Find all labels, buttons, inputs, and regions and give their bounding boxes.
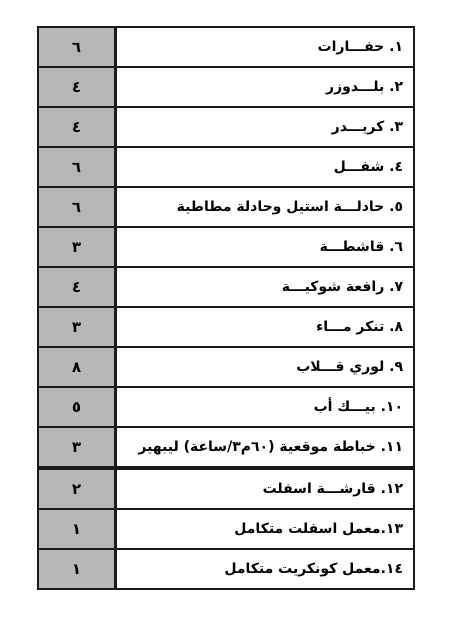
equipment-name-cell: ٤. شفـــل bbox=[333, 159, 403, 175]
equipment-name-cell: ١٢. قارشـــة اسفلت bbox=[262, 481, 403, 497]
table-row bbox=[39, 228, 413, 268]
quantity-cell: ١ bbox=[39, 550, 117, 588]
equipment-name-cell: ١. حفـــارات bbox=[317, 39, 403, 55]
quantity-cell: ٤ bbox=[39, 108, 117, 146]
table-row bbox=[39, 108, 413, 148]
table-row bbox=[39, 348, 413, 388]
quantity-cell: ٦ bbox=[39, 28, 117, 66]
equipment-name-cell: ٩. لوري قـــلاب bbox=[296, 359, 403, 375]
equipment-name-cell: ٢. بلـــدوزر bbox=[326, 79, 403, 95]
quantity-cell: ٣ bbox=[39, 428, 117, 466]
equipment-name-cell: ٧. رافعة شوكيـــة bbox=[281, 279, 403, 295]
table-row bbox=[39, 428, 413, 468]
quantity-cell: ٥ bbox=[39, 388, 117, 426]
equipment-name-cell: ٨. تنكر مـــاء bbox=[316, 319, 403, 335]
table-row bbox=[39, 468, 413, 510]
quantity-cell: ٦ bbox=[39, 188, 117, 226]
equipment-name-cell: ١١. خباطة موقعية (٦٠م٣/ساعة) ليبهير bbox=[138, 439, 403, 455]
quantity-cell: ٤ bbox=[39, 68, 117, 106]
equipment-name-cell: ٦. قاشطـــة bbox=[319, 239, 403, 255]
table-row bbox=[39, 308, 413, 348]
quantity-cell: ٣ bbox=[39, 308, 117, 346]
table-row bbox=[39, 68, 413, 108]
table-row bbox=[39, 388, 413, 428]
table-row bbox=[39, 28, 413, 68]
table-row bbox=[39, 148, 413, 188]
quantity-cell: ٢ bbox=[39, 470, 117, 508]
table-row bbox=[39, 550, 413, 588]
table-row bbox=[39, 510, 413, 550]
quantity-cell: ١ bbox=[39, 510, 117, 548]
quantity-cell: ٨ bbox=[39, 348, 117, 386]
table-row bbox=[39, 268, 413, 308]
quantity-cell: ٣ bbox=[39, 228, 117, 266]
quantity-cell: ٤ bbox=[39, 268, 117, 306]
equipment-name-cell: ٣. كريـــدر bbox=[331, 119, 403, 135]
equipment-name-cell: ١٠. بيـــك أب bbox=[313, 399, 403, 415]
table-row bbox=[39, 188, 413, 228]
equipment-name-cell: ٥. حادلـــة استيل وحادلة مطاطية bbox=[176, 199, 403, 215]
quantity-cell: ٦ bbox=[39, 148, 117, 186]
equipment-name-cell: ١٣.معمل اسفلت متكامل bbox=[234, 521, 403, 537]
equipment-name-cell: ١٤.معمل كونكريت متكامل bbox=[224, 561, 403, 577]
equipment-table bbox=[37, 26, 415, 590]
